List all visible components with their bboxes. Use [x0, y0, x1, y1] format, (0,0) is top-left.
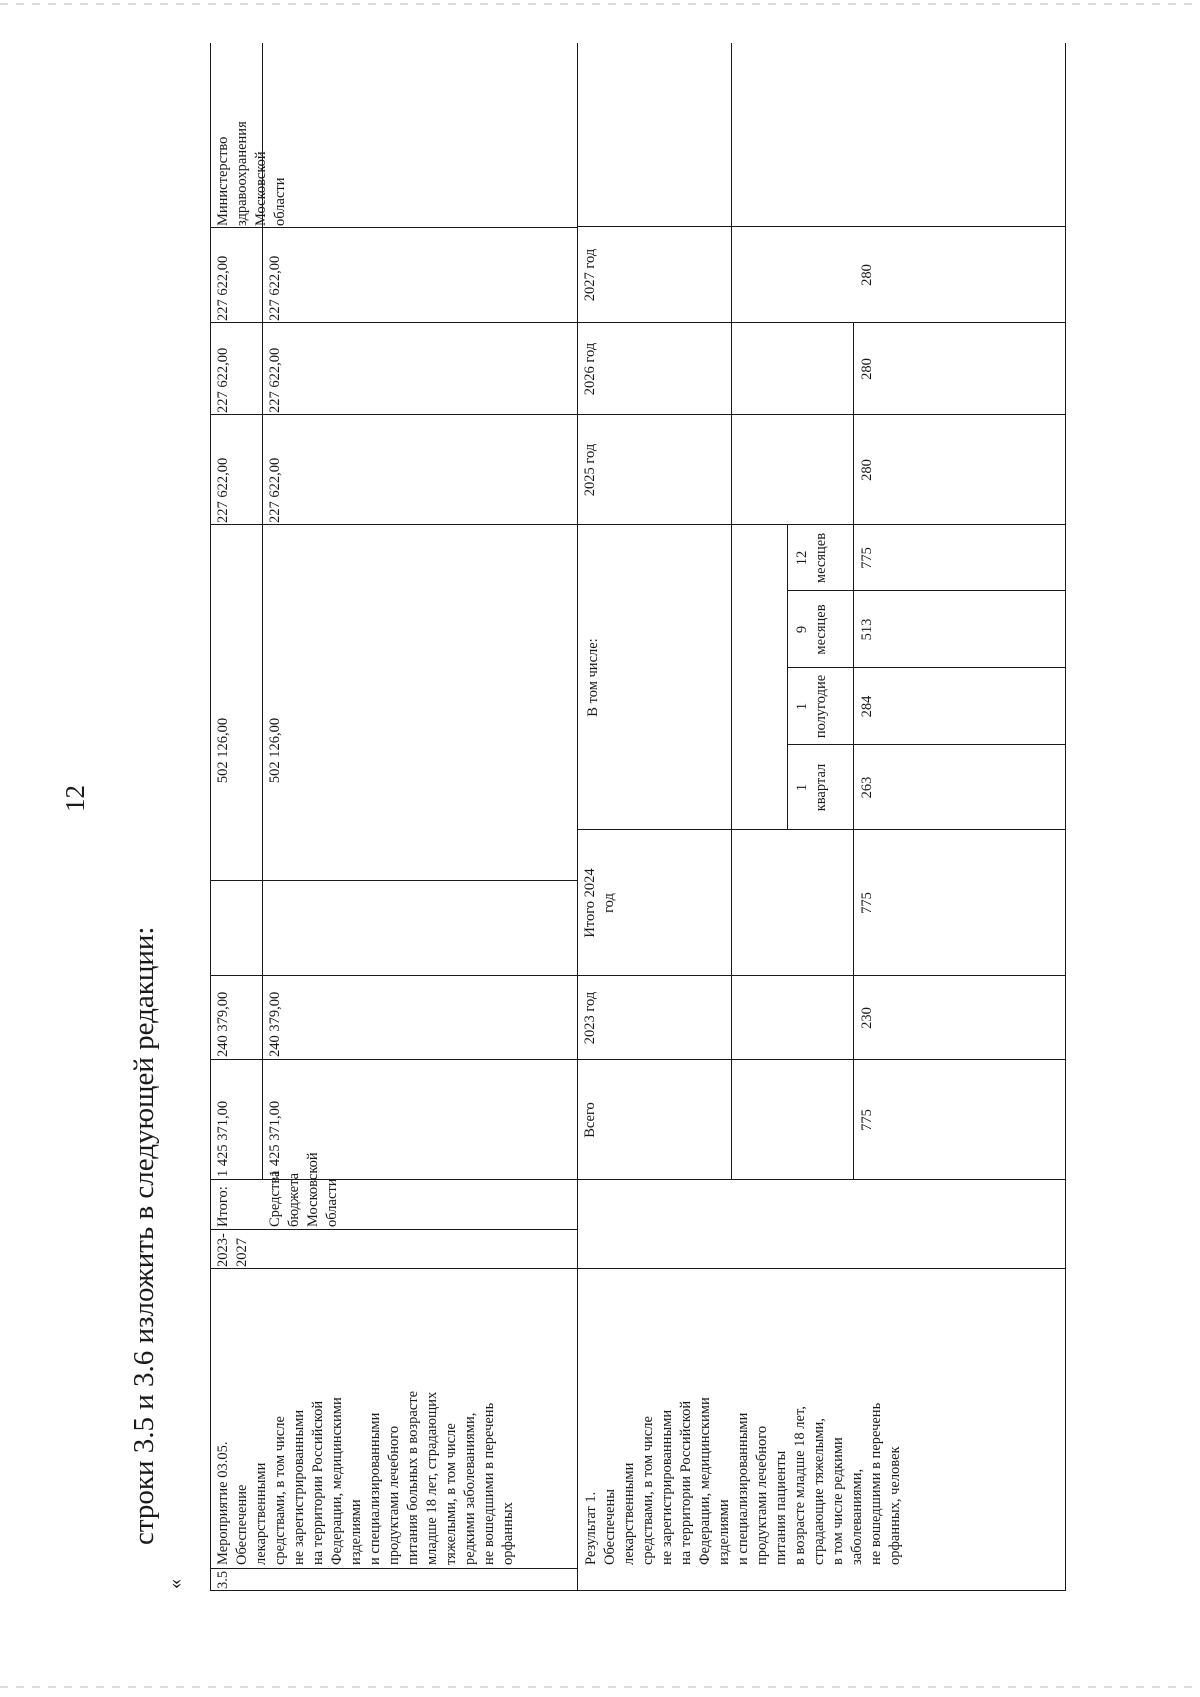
value-quarter-1: 263: [859, 776, 875, 799]
header-total: Всего: [582, 1102, 598, 1138]
row-number: 3.5: [215, 1570, 231, 1589]
source-2023: 240 379,00: [267, 991, 283, 1057]
total-label: Итого:: [215, 1186, 231, 1227]
source-2026: 227 622,00: [267, 347, 283, 413]
responsible-executor: Министерство здравоохранения Московской области: [215, 121, 288, 226]
header-2025: 2025 год: [582, 443, 598, 497]
header-including: В том числе:: [585, 638, 601, 717]
value-half-year-1: 284: [859, 695, 875, 718]
header-quarter-1: 1 квартал: [794, 763, 829, 812]
quote-mark: «: [164, 1579, 186, 1589]
total-2023: 240 379,00: [215, 991, 231, 1057]
total-2025: 227 622,00: [215, 457, 231, 523]
source-2027: 227 622,00: [267, 255, 283, 321]
value-2023: 230: [859, 1007, 875, 1029]
value-2026: 280: [859, 358, 875, 380]
value-9-months: 513: [859, 618, 875, 641]
value-2025: 280: [859, 459, 875, 481]
value-12-months: 775: [859, 547, 875, 569]
header-2027: 2027 год: [582, 248, 598, 302]
scan-artifact-bottom: [0, 1686, 1200, 1688]
total-sum: 1 425 371,00: [215, 1100, 231, 1177]
header-12-months: 12 месяцев: [794, 532, 829, 584]
scan-artifact-top: [0, 3, 1200, 5]
header-9-months: 9 месяцев: [794, 604, 829, 655]
value-total-2024: 775: [859, 892, 875, 914]
header-2026: 2026 год: [582, 342, 598, 396]
source-label: Средства бюджета Московской области: [267, 1152, 340, 1227]
measure-description: Мероприятие 03.05. Обеспечение лекарственными средствами, в том числе не зарегистрированными на территории Российской Федерации, медицинскими изделиями и специализированными продуктами лечебного питания больных в возрасте младше 18 лет, страдающих тяжелыми, в том числе редкими заболеваниями, не вошедшими в перечень орфанных: [215, 1390, 516, 1565]
total-2026: 227 622,00: [215, 347, 231, 413]
header-2023: 2023 год: [582, 991, 598, 1045]
result-description: Результат 1. Обеспечены лекарственными средствами, в том числе не зарегистрированными на территории Российской Федерации, медицинскими изделиями и специализированными продуктами лечебного питания пациенты в возрасте младше 18 лет, страдающие тяжелыми, в том числе редкими заболеваниями, не вошедшими в перечень орфанных, человек: [583, 1397, 903, 1565]
page-number: 12: [60, 785, 90, 812]
value-total: 775: [859, 1109, 875, 1131]
measure-period: 2023- 2027: [215, 1233, 250, 1267]
total-2027: 227 622,00: [215, 255, 231, 321]
value-2027: 280: [859, 264, 875, 286]
budget-table: [164, 43, 1065, 1591]
total-2024: 502 126,00: [215, 717, 231, 784]
instruction-text: строки 3.5 и 3.6 изложить в следующей редакции:: [128, 926, 160, 1545]
source-2024: 502 126,00: [267, 717, 283, 784]
header-total-2024: Итого 2024 год: [582, 868, 617, 938]
source-sum: 1 425 371,00: [267, 1100, 283, 1177]
header-half-year-1: 1 полугодие: [794, 674, 829, 739]
source-2025: 227 622,00: [267, 457, 283, 523]
